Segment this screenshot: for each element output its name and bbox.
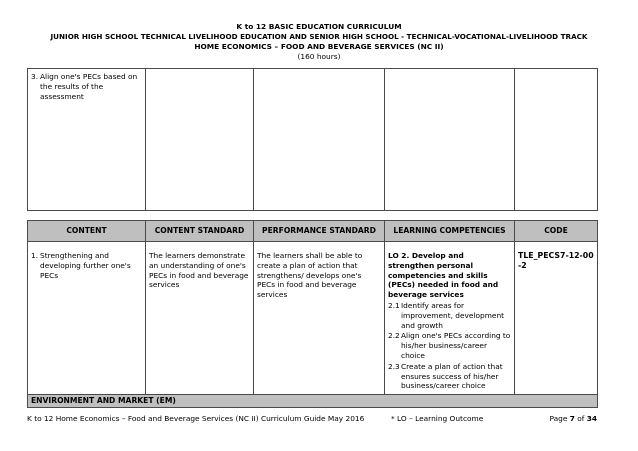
document-header [0, 22, 638, 62]
competency-number: 2.1 [388, 300, 400, 310]
footer-legend: * LO – Learning Outcome [391, 414, 484, 423]
performance-standard-cell [254, 69, 385, 211]
competency-number: 2.2 [388, 331, 400, 341]
footer-page-number [549, 414, 597, 423]
learning-competencies-cell [385, 69, 515, 211]
page-total: 34 [586, 414, 597, 423]
page-prefix: Page [549, 414, 570, 423]
table-header-row [28, 221, 598, 242]
content-cell [28, 69, 146, 211]
code-cell [515, 69, 598, 211]
header-code: CODE [515, 221, 598, 242]
performance-standard-cell: The learners shall be able to create a plan of action that strengthens/ develops one's PECs in food and beverage services [254, 242, 385, 395]
learning-competencies-cell [385, 242, 515, 395]
page-current: 7 [569, 414, 575, 423]
header-content: CONTENT [28, 221, 146, 242]
competency-text: Identify areas for improvement, development and growth [401, 300, 505, 330]
competency-item [388, 362, 511, 391]
header-learning-competencies: LEARNING COMPETENCIES [385, 221, 515, 242]
item-number: 1. [31, 251, 39, 260]
list-item [31, 251, 142, 280]
learning-outcome-title: LO 2. Develop and strengthen personal competencies and skills (PECs) needed in food and beverage services [388, 251, 499, 300]
section-title: ENVIRONMENT AND MARKET (EM) [28, 395, 598, 408]
header-content-standard: CONTENT STANDARD [146, 221, 254, 242]
content-cell [28, 242, 146, 395]
footer-guide-title: K to 12 Home Economics – Food and Beverage Services (NC II) Curriculum Guide May 2016 [27, 414, 365, 423]
competency-item [388, 301, 511, 330]
item-text: Strengthening and developing further one's PECs [40, 251, 131, 280]
content-standard-cell [146, 69, 254, 211]
item-text: Align one's PECs based on the results of the assessment [40, 72, 138, 101]
curriculum-table [27, 220, 598, 408]
competency-number: 2.3 [388, 361, 400, 371]
list-item [31, 72, 142, 101]
item-number: 3. [31, 72, 39, 81]
header-course: HOME ECONOMICS – FOOD AND BEVERAGE SERVICES (NC II) [194, 42, 444, 51]
competency-text: Create a plan of action that ensures success of his/her business/career choice [401, 361, 503, 391]
competency-item [388, 331, 511, 360]
page-of: of [574, 414, 587, 423]
code-cell: TLE_PECS7-12-00-2 [515, 242, 598, 395]
header-subtitle: JUNIOR HIGH SCHOOL TECHNICAL LIVELIHOOD EDUCATION AND SENIOR HIGH SCHOOL - TECHNICAL-VOCATIONAL-LIVELIHOOD TRACK [50, 32, 588, 41]
continuation-table [27, 68, 598, 211]
table-row [28, 242, 598, 395]
content-standard-cell: The learners demonstrate an understanding of one's PECs in food and beverage services [146, 242, 254, 395]
header-title: K to 12 BASIC EDUCATION CURRICULUM [236, 22, 402, 31]
competency-text: Align one's PECs according to his/her business/career choice [401, 331, 511, 360]
header-performance-standard: PERFORMANCE STANDARD [254, 221, 385, 242]
table-row [28, 69, 598, 211]
header-hours: (160 hours) [297, 52, 341, 61]
section-row [28, 395, 598, 408]
